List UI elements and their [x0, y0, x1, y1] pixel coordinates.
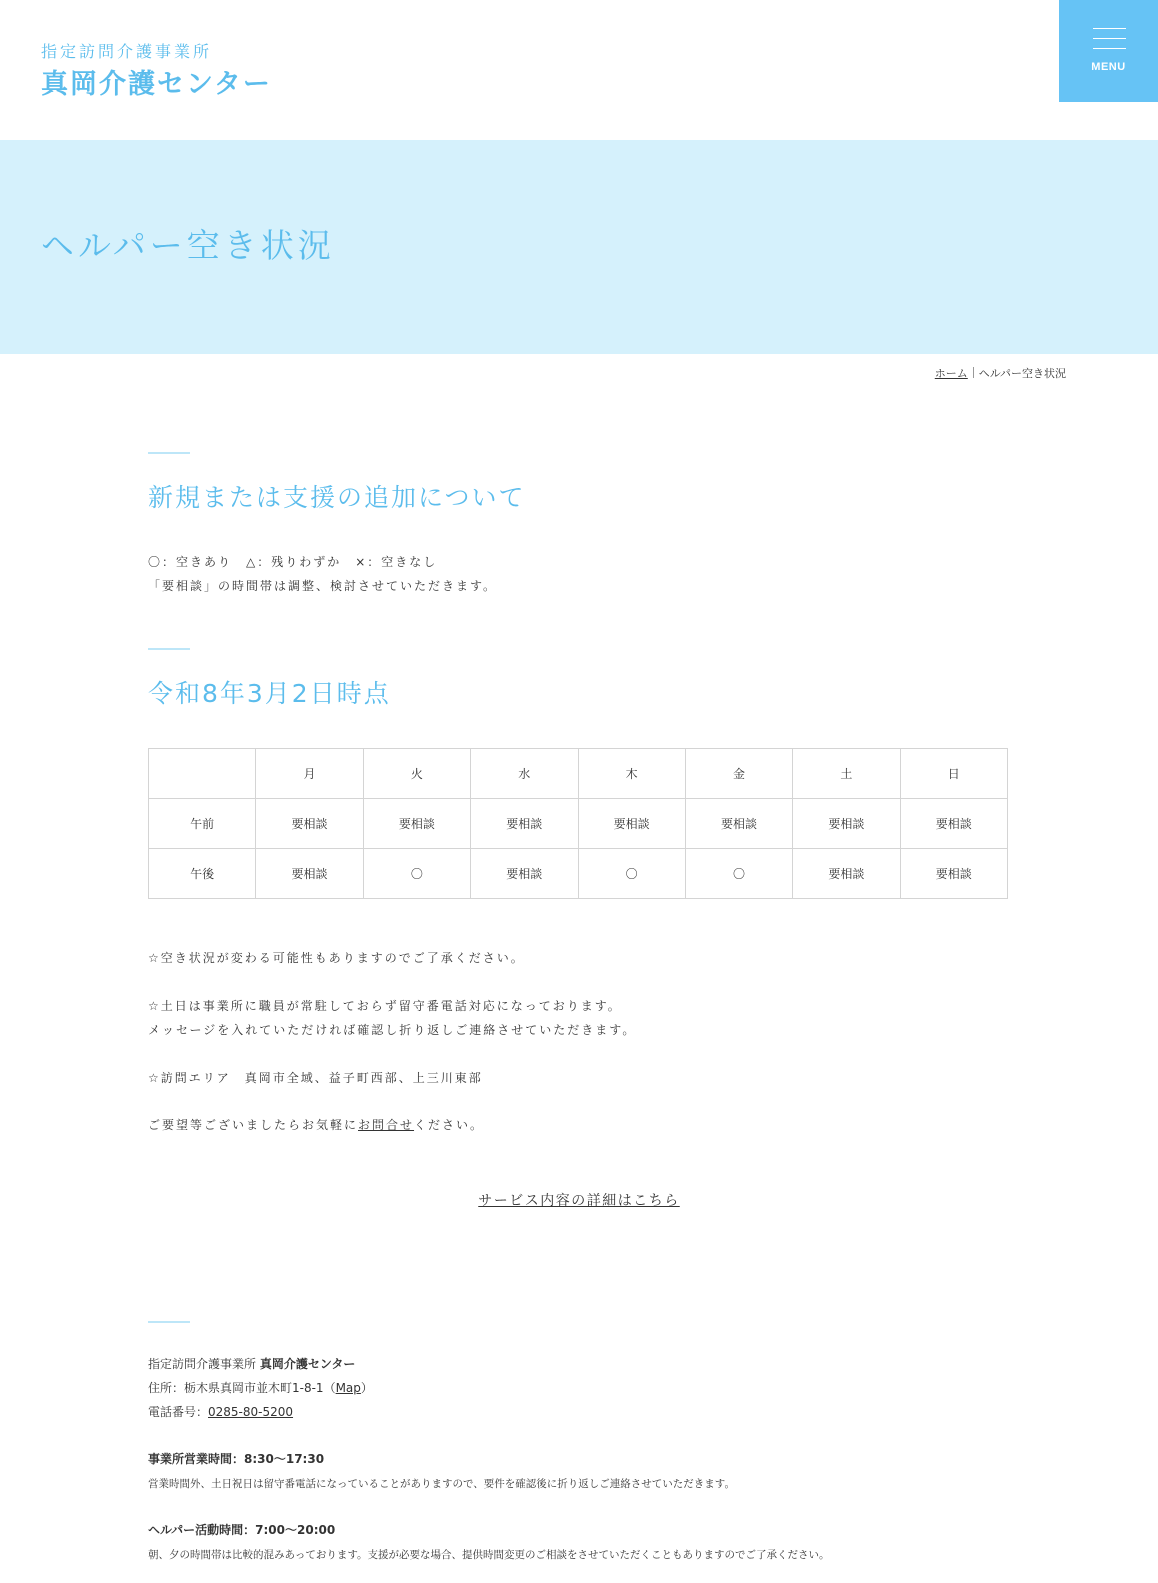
table-cell: 要相談	[578, 799, 685, 849]
office-prefix: 指定訪問介護事業所	[148, 1357, 260, 1371]
office-name-bold: 真岡介護センター	[259, 1357, 356, 1371]
table-cell: 要相談	[471, 799, 578, 849]
table-cell: 要相談	[685, 799, 792, 849]
logo-title: 真岡介護センター	[41, 69, 272, 100]
office-name	[148, 1355, 355, 1373]
note-contact-pre: ご要望等ございましたらお気軽に	[148, 1118, 359, 1132]
office-hours-title: 事業所営業時間：8:30〜17:30	[148, 1452, 325, 1466]
service-details-link[interactable]: サービス内容の詳細はこちら	[478, 1193, 680, 1209]
phone-link[interactable]: 0285-80-5200	[208, 1405, 294, 1419]
hamburger-icon	[1093, 28, 1126, 58]
office-hours-note: 営業時間外、土日祝日は留守番電話になっていることがありますので、要件を確認後に折り返しご連絡させていただきます。	[148, 1478, 735, 1490]
table-cell: 要相談	[256, 849, 363, 899]
menu-label: MENU	[1091, 61, 1126, 73]
site-header	[0, 0, 1158, 140]
availability-table	[148, 748, 1008, 899]
phone-label: 電話番号：	[148, 1405, 209, 1419]
table-header-cell: 木	[578, 749, 685, 799]
contact-link[interactable]: お問合せ	[358, 1118, 415, 1132]
table-header-cell: 月	[256, 749, 363, 799]
table-header-cell	[149, 749, 256, 799]
table-cell: 要相談	[793, 799, 900, 849]
note-contact-post: ください。	[414, 1118, 485, 1132]
breadcrumb-home-link[interactable]: ホーム	[934, 367, 968, 380]
address-text: 住所：栃木県真岡市並木町1-8-1（	[148, 1381, 336, 1395]
section-title-new-support: 新規または支援の追加について	[148, 483, 526, 512]
breadcrumb-current: ヘルパー空き状況	[978, 367, 1066, 380]
table-header-cell: 日	[900, 749, 1007, 799]
section-divider	[148, 452, 190, 454]
table-cell: 要相談	[793, 849, 900, 899]
table-row-label: 午前	[149, 799, 256, 849]
map-link[interactable]: Map	[335, 1381, 361, 1395]
section-divider	[148, 648, 190, 650]
note-weekend: ☆土日は事業所に職員が常駐しておらず留守番電話対応になっております。	[148, 999, 622, 1013]
section-divider	[148, 1321, 190, 1323]
table-cell: 〇	[685, 849, 792, 899]
table-row	[149, 849, 1008, 899]
site-logo[interactable]	[41, 42, 272, 102]
office-phone	[148, 1403, 293, 1421]
helper-hours-title: ヘルパー活動時間：7:00〜20:00	[148, 1523, 336, 1537]
breadcrumb-separator	[973, 367, 974, 378]
table-row	[149, 799, 1008, 849]
table-cell: 要相談	[900, 849, 1007, 899]
page-hero	[0, 140, 1158, 354]
table-cell: 要相談	[471, 849, 578, 899]
availability-legend: 〇：空きあり △：残りわずか ×：空きなし	[148, 555, 438, 569]
table-cell: 〇	[363, 849, 470, 899]
table-cell: 〇	[578, 849, 685, 899]
table-cell: 要相談	[900, 799, 1007, 849]
table-header-cell: 土	[793, 749, 900, 799]
page-title: ヘルパー空き状況	[41, 226, 335, 265]
note-visit-area: ☆訪問エリア 真岡市全域、益子町西部、上三川東部	[148, 1071, 483, 1085]
note-availability-change: ☆空き状況が変わる可能性もありますのでご了承ください。	[148, 951, 525, 965]
breadcrumb	[935, 365, 1066, 381]
section-title-date: 令和8年3月2日時点	[148, 679, 391, 708]
helper-hours-note: 朝、夕の時間帯は比較的混みあっております。支援が必要な場合、提供時間変更のご相談をさせていただくこともありますのでご了承ください。	[148, 1549, 830, 1561]
table-header-cell: 金	[685, 749, 792, 799]
table-cell: 要相談	[256, 799, 363, 849]
table-row-label: 午後	[149, 849, 256, 899]
menu-button[interactable]	[1059, 0, 1158, 102]
consult-note: 「要相談」の時間帯は調整、検討させていただきます。	[148, 579, 498, 593]
table-header-row	[149, 749, 1008, 799]
table-cell: 要相談	[363, 799, 470, 849]
address-suffix: ）	[360, 1381, 373, 1395]
office-address	[148, 1379, 373, 1397]
logo-subtitle: 指定訪問介護事業所	[41, 42, 213, 61]
note-contact	[148, 1116, 484, 1134]
table-header-cell: 火	[363, 749, 470, 799]
note-message: メッセージを入れていただければ確認し折り返しご連絡させていただきます。	[148, 1023, 637, 1037]
service-link-wrap	[0, 1190, 1158, 1210]
table-header-cell: 水	[471, 749, 578, 799]
